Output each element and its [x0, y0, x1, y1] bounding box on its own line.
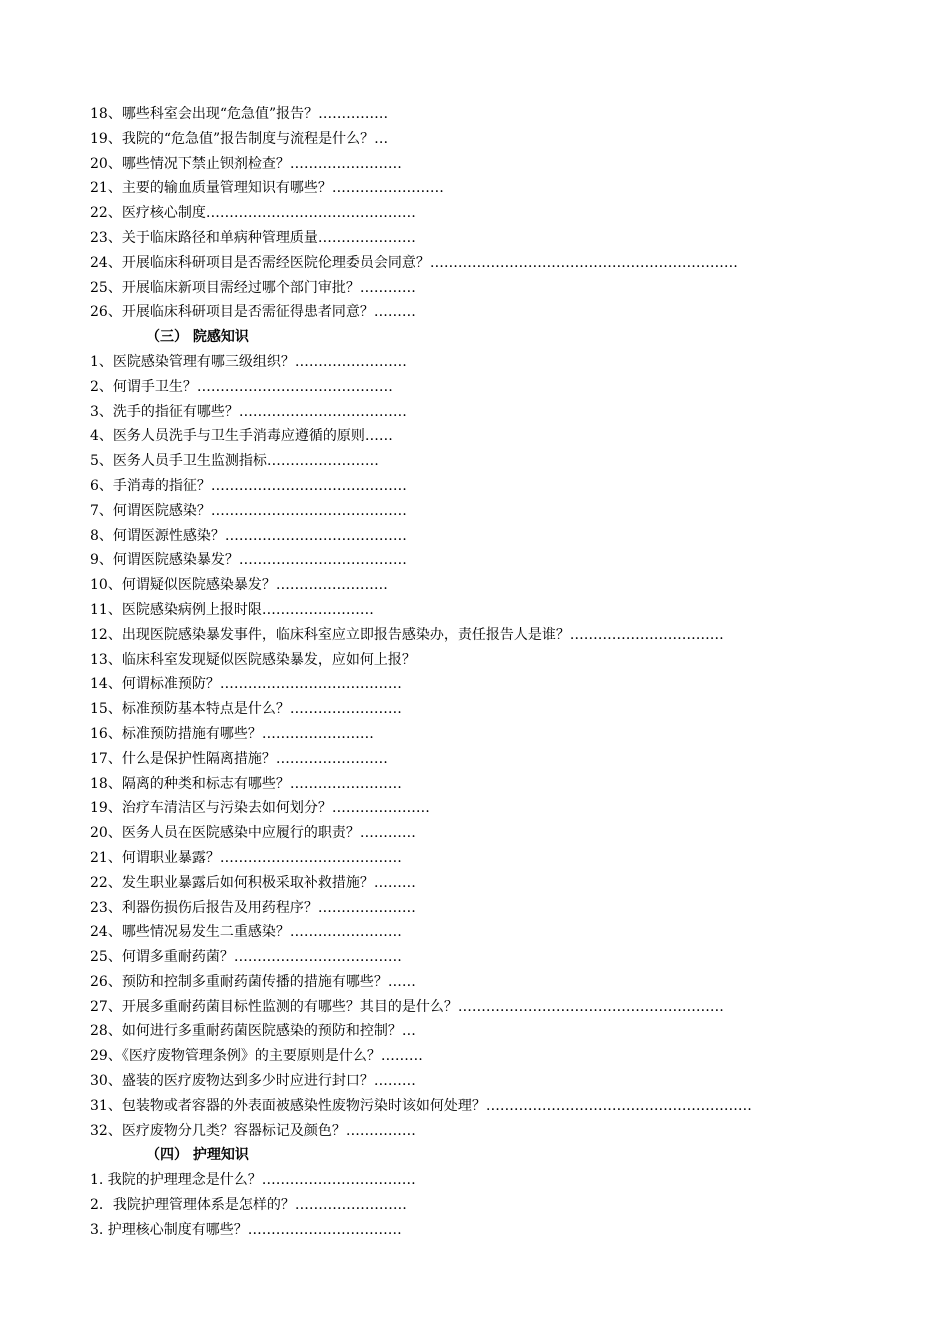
question-item: 29、《医疗废物管理条例》的主要原则是什么？………	[90, 1048, 423, 1065]
section-heading: （三） 院感知识	[146, 329, 249, 346]
question-item: 19、我院的“危急值”报告制度与流程是什么？…	[90, 130, 389, 147]
question-item: 14、何谓标准预防？…………………………………	[90, 676, 402, 693]
question-item: 23、利器伤损伤后报告及用药程序？…………………	[90, 899, 416, 916]
question-item: 1、医院感染管理有哪三级组织？……………………	[90, 353, 407, 370]
question-item: 18、隔离的种类和标志有哪些？……………………	[90, 775, 402, 792]
question-item: 32、医疗废物分几类？容器标记及颜色？……………	[90, 1122, 416, 1139]
question-item: 7、何谓医院感染？……………………………………	[90, 502, 407, 519]
question-item: 28、如何进行多重耐药菌医院感染的预防和控制？…	[90, 1023, 416, 1040]
question-item: 25、何谓多重耐药菌？………………………………	[90, 949, 402, 966]
question-item: 24、哪些情况易发生二重感染？……………………	[90, 924, 402, 941]
question-item: 30、盛装的医疗废物达到多少时应进行封口？………	[90, 1073, 416, 1090]
question-item: 19、治疗车清洁区与污染去如何划分？…………………	[90, 800, 430, 817]
question-item: 26、预防和控制多重耐药菌传播的措施有哪些？……	[90, 973, 416, 990]
question-item: 8、何谓医源性感染？…………………………………	[90, 527, 407, 544]
question-item: 3. 护理核心制度有哪些？……………………………	[90, 1221, 402, 1238]
question-item: 24、开展临床科研项目是否需经医院伦理委员会同意？…………………………………………………………	[90, 254, 738, 271]
question-item: 3、洗手的指征有哪些？………………………………	[90, 403, 407, 420]
question-item: 12、出现医院感染暴发事件，临床科室应立即报告感染办，责任报告人是谁？……………………………	[90, 626, 724, 643]
question-item: 2．我院护理管理体系是怎样的？……………………	[90, 1197, 407, 1214]
question-item: 21、主要的输血质量管理知识有哪些？……………………	[90, 180, 444, 197]
question-item: 27、开展多重耐药菌目标性监测的有哪些？其目的是什么？…………………………………………………	[90, 998, 724, 1015]
question-item: 9、何谓医院感染暴发？………………………………	[90, 552, 407, 569]
question-item: 10、何谓疑似医院感染暴发？……………………	[90, 577, 388, 594]
question-item: 18、哪些科室会出现“危急值”报告？……………	[90, 106, 389, 122]
question-list	[90, 102, 890, 1243]
section-heading: （四） 护理知识	[146, 1147, 249, 1164]
question-item: 17、什么是保护性隔离措施？……………………	[90, 750, 388, 767]
question-item: 23、关于临床路径和单病种管理质量…………………	[90, 229, 416, 246]
question-item: 20、医务人员在医院感染中应履行的职责？…………	[90, 825, 416, 842]
question-item: 22、医疗核心制度………………………………………	[90, 205, 416, 222]
question-item: 25、开展临床新项目需经过哪个部门审批？…………	[90, 279, 416, 296]
question-item: 26、开展临床科研项目是否需征得患者同意？………	[90, 304, 416, 321]
question-item: 4、医务人员洗手与卫生手消毒应遵循的原则……	[90, 428, 393, 445]
question-item: 5、医务人员手卫生监测指标……………………	[90, 453, 379, 470]
question-item: 15、标准预防基本特点是什么？……………………	[90, 701, 402, 718]
question-item: 31、包装物或者容器的外表面被感染性废物污染时该如何处理？…………………………………………………	[90, 1097, 752, 1114]
question-item: 1. 我院的护理理念是什么？……………………………	[90, 1172, 416, 1189]
question-item: 21、何谓职业暴露？…………………………………	[90, 849, 402, 866]
question-item: 13、临床科室发现疑似医院感染暴发，应如何上报？	[90, 651, 416, 668]
question-item: 16、标准预防措施有哪些？……………………	[90, 725, 374, 742]
question-item: 6、手消毒的指征？……………………………………	[90, 477, 407, 494]
question-item: 2、何谓手卫生？……………………………………	[90, 378, 393, 395]
question-item: 11、医院感染病例上报时限……………………	[90, 601, 374, 618]
question-item: 20、哪些情况下禁止钡剂检查？……………………	[90, 155, 402, 172]
question-item: 22、发生职业暴露后如何积极采取补救措施？………	[90, 874, 416, 891]
